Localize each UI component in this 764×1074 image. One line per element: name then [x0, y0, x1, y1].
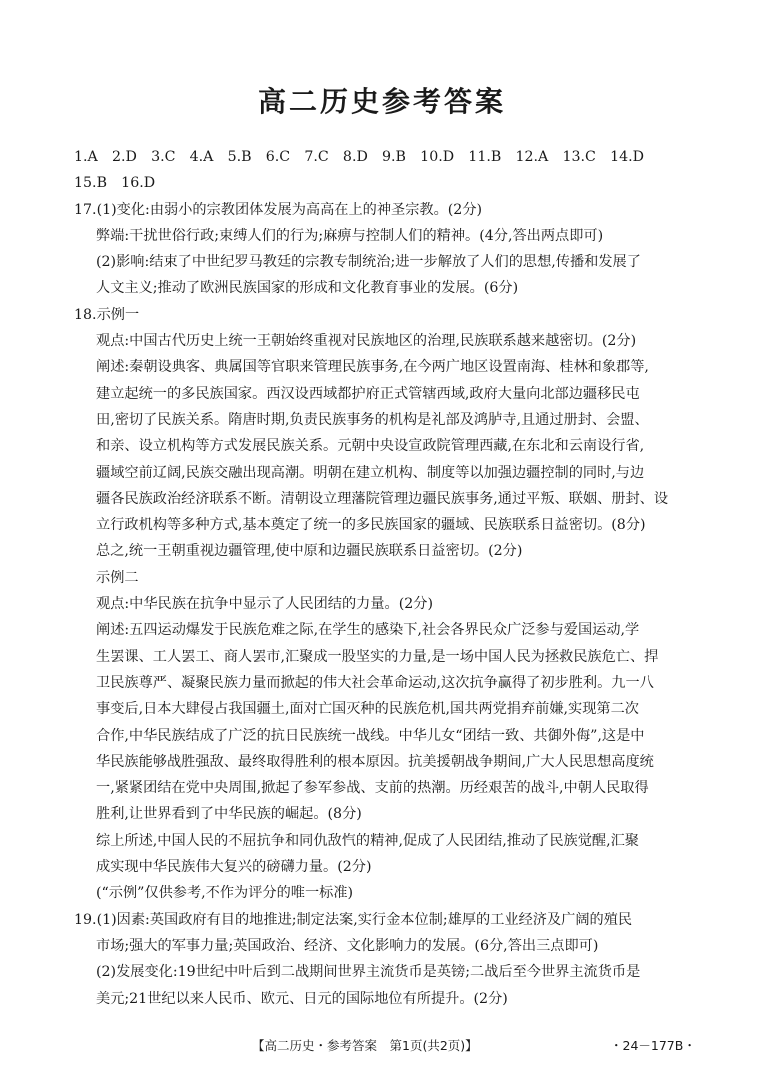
q18-example1-heading: 18.示例一 [74, 306, 140, 323]
q18-example1-elaboration-line-1: 阐述:秦朝设典客、典属国等官职来管理民族事务,在今两广地区设置南海、桂林和象郡等, [96, 359, 649, 376]
q19-part1-line-1: 19.(1)因素:英国政府有目的地推进;制定法案,实行金本位制;雄厚的工业经济及广阔的殖民 [74, 911, 633, 928]
q18-example2-elaboration-line-8: 胜利,让世界看到了中华民族的崛起。(8分) [96, 806, 362, 823]
q17-part1-drawbacks: 弊端:干扰世俗行政;束缚人们的行为;麻痹与控制人们的精神。(4分,答出两点即可) [96, 227, 604, 244]
q18-example1-summary: 总之,统一王朝重视边疆管理,使中原和边疆民族联系日益密切。(2分) [96, 543, 523, 560]
q18-example1-elaboration-line-2: 建立起统一的多民族国家。西汉设西域都护府正式管辖西域,政府大量向北部边疆移民屯 [96, 385, 640, 402]
q18-example2-elaboration-line-7: 一,紧紧团结在党中央周围,掀起了参军参战、支前的热潮。历经艰苦的战斗,中朝人民取得 [96, 780, 649, 797]
q18-example2-elaboration-line-2: 生罢课、工人罢工、商人罢市,汇聚成一股坚实的力量,是一场中国人民为拯救民族危亡、捍 [96, 648, 659, 665]
answer-body [74, 144, 700, 1012]
q18-example2-elaboration-line-5: 合作,中华民族结成了广泛的抗日民族统一战线。中华儿女“团结一致、共御外侮”,这是中 [96, 727, 645, 744]
q18-example1-elaboration-line-3: 田,密切了民族关系。隋唐时期,负责民族事务的机构是礼部及鸿胪寺,且通过册封、会盟、 [96, 411, 649, 428]
q19-part2-line-1: (2)发展变化:19世纪中叶后到二战期间世界主流货币是英镑;二战后至今世界主流货币是 [96, 964, 641, 981]
q18-example1-elaboration-line-6: 疆各民族政治经济联系不断。清朝设立理藩院管理边疆民族事务,通过平叛、联姻、册封、设 [96, 490, 669, 507]
q18-example1-elaboration-line-7: 立行政机构等多种方式,基本奠定了统一的多民族国家的疆域、民族联系日益密切。(8分) [96, 517, 646, 534]
footer-page-info: 【高二历史・参考答案 第1页(共2页)】 [252, 1038, 478, 1053]
q19-part1-line-2: 市场;强大的军事力量;英国政治、经济、文化影响力的发展。(6分,答出三点即可) [96, 937, 599, 954]
q18-example2-heading: 示例二 [96, 569, 139, 586]
q18-note: (“示例”仅供参考,不作为评分的唯一标准) [96, 885, 354, 902]
q18-example1-elaboration-line-5: 疆域空前辽阔,民族交融出现高潮。明朝在建立机构、制度等以加强边疆控制的同时,与边 [96, 464, 645, 481]
q18-example2-summary-line-2: 成实现中华民族伟大复兴的磅礴力量。(2分) [96, 859, 372, 876]
q18-example2-elaboration-line-6: 华民族能够战胜强敌、最终取得胜利的根本原因。抗美援朝战争期间,广大人民思想高度统 [96, 753, 654, 770]
q18-example2-elaboration-line-3: 卫民族尊严、凝聚民族力量而掀起的伟大社会革命运动,这次抗争赢得了初步胜利。九一八 [96, 674, 654, 691]
q18-example2-elaboration-line-1: 阐述:五四运动爆发于民族危难之际,在学生的感染下,社会各界民众广泛参与爱国运动,学 [96, 622, 640, 639]
q18-example1-viewpoint: 观点:中国古代历史上统一王朝始终重视对民族地区的治理,民族联系越来越密切。(2分) [96, 333, 637, 350]
q17-part2-line-2: 人文主义;推动了欧洲民族国家的形成和文化教育事业的发展。(6分) [96, 280, 519, 297]
mcq-answers-row-1: 1.A 2.D 3.C 4.A 5.B 6.C 7.C 8.D 9.B 10.D 11.B 12.A 13.C 14.D [74, 149, 645, 165]
q18-example1-elaboration-line-4: 和亲、设立机构等方式发展民族关系。元朝中央设宣政院管理西藏,在东北和云南设行省, [96, 438, 645, 455]
q17-part1-change: 17.(1)变化:由弱小的宗教团体发展为高高在上的神圣宗教。(2分) [74, 201, 483, 218]
q19-part2-line-2: 美元;21世纪以来人民币、欧元、日元的国际地位有所提升。(2分) [96, 990, 508, 1007]
q18-example2-summary-line-1: 综上所述,中国人民的不屈抗争和同仇敌忾的精神,促成了人民团结,推动了民族觉醒,汇聚 [96, 832, 639, 849]
footer-exam-code: ・24－177B・ [610, 1038, 696, 1053]
page-title: 高二历史参考答案 [257, 85, 506, 118]
q18-example2-elaboration-line-4: 事变后,日本大肆侵占我国疆土,面对亡国灭种的民族危机,国共两党捐弃前嫌,实现第二次 [96, 701, 639, 718]
page-footer [0, 1036, 764, 1058]
mcq-answers-row-2: 15.B 16.D [74, 175, 156, 192]
q18-example2-viewpoint: 观点:中华民族在抗争中显示了人民团结的力量。(2分) [96, 596, 434, 613]
q17-part2-line-1: (2)影响:结束了中世纪罗马教廷的宗教专制统治;进一步解放了人们的思想,传播和发展了 [96, 254, 641, 271]
